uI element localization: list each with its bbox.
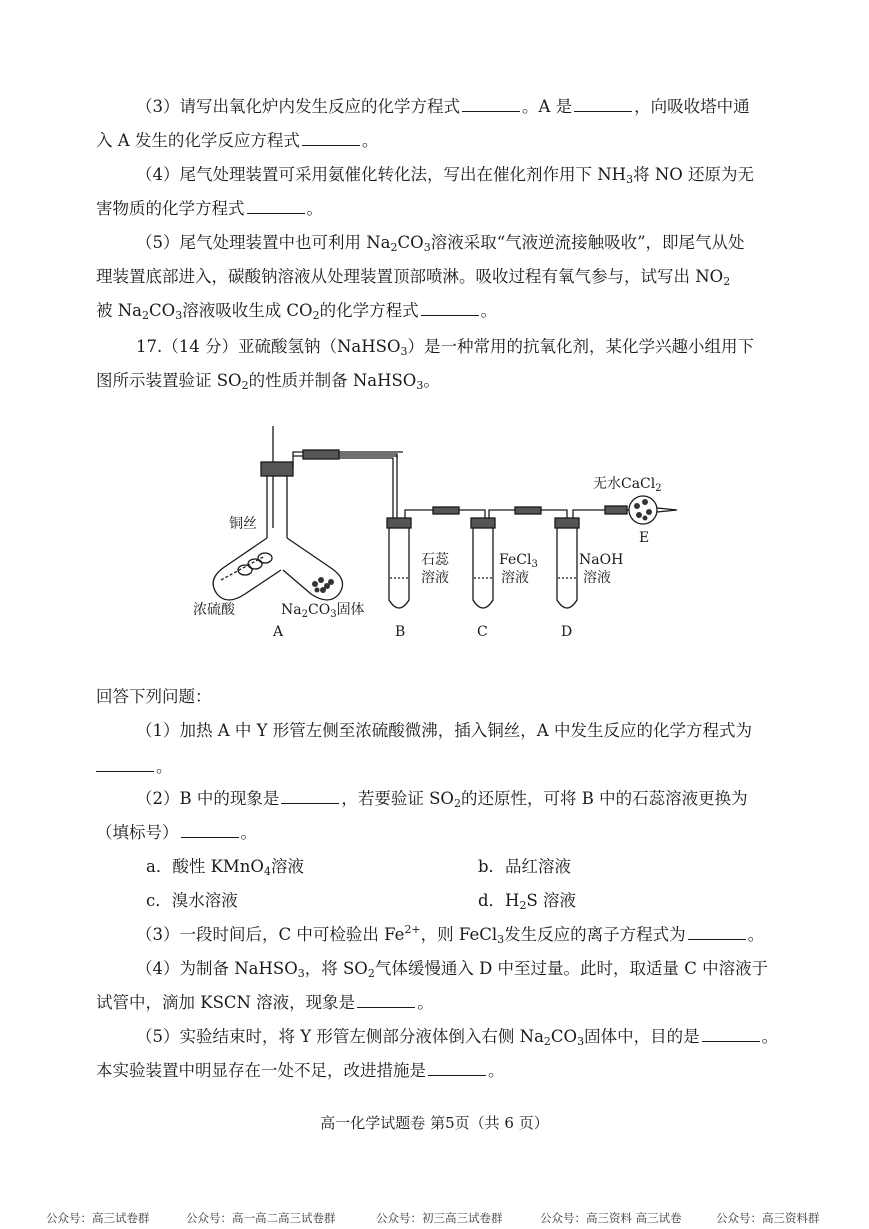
q17-part4-line1	[136, 958, 786, 980]
subscript: 4	[263, 865, 271, 878]
q16-part5-line1	[136, 232, 786, 254]
stopper-a	[261, 462, 293, 476]
q16-part3-line2	[96, 130, 786, 152]
text: （2）B 中的现象是	[136, 789, 280, 808]
option-a	[146, 856, 304, 878]
subscript: 3	[175, 309, 183, 322]
subscript: 3	[577, 1035, 585, 1048]
text: S 溶液	[526, 891, 577, 910]
text: 回答下列问题：	[96, 687, 212, 706]
text: 。	[306, 199, 323, 218]
watermark-4: 公众号：高三资料 高三试卷	[540, 1211, 682, 1225]
subscript: 2	[543, 1035, 551, 1048]
text: 17.（14 分）亚硫酸氢钠（NaHSO	[136, 337, 401, 356]
text: 理装置底部进入，碳酸钠溶液从处理装置顶部喷淋。吸收过程有氧气参与，试写出 NO	[96, 267, 724, 286]
option-c	[146, 890, 238, 912]
q16-part4-line2	[96, 198, 786, 220]
answer-blank[interactable]	[247, 199, 305, 214]
subscript: 3	[497, 933, 505, 946]
text: （3）一段时间后，C 中可检验出 Fe	[136, 925, 405, 944]
q17-part1-line1	[136, 720, 786, 742]
subscript: 2	[312, 309, 320, 322]
subscript: 3	[423, 241, 431, 254]
answer-blank[interactable]	[702, 1027, 760, 1042]
q17-part3-line1	[136, 924, 786, 946]
watermark-1: 公众号：高三试卷群	[46, 1211, 150, 1225]
text: d．H	[478, 891, 520, 910]
text: 将 NO 还原为无	[633, 165, 755, 184]
q17-part5-line2	[96, 1060, 786, 1082]
q17-part1-line2	[96, 756, 786, 778]
text: ）是一种常用的抗氧化剂，某化学兴趣小组用下	[407, 337, 754, 356]
subscript: 3	[626, 173, 634, 186]
label-e: E	[639, 530, 650, 546]
answer-blank[interactable]	[357, 993, 415, 1008]
label-cacl2: 无水CaCl$_2$	[593, 476, 662, 494]
subscript: 2	[142, 309, 150, 322]
q17-part4-line2	[96, 992, 786, 1014]
label-fecl3-solution: 溶液	[501, 570, 529, 586]
label-naoh: NaOH	[579, 552, 624, 568]
watermark-3: 公众号：初三高三试卷群	[376, 1211, 503, 1225]
label-litmus-2: 溶液	[421, 570, 449, 586]
text: （5）实验结束时，将 Y 形管左侧部分液体倒入右侧 Na	[136, 1027, 544, 1046]
text: 。	[480, 301, 498, 320]
subscript: 2	[453, 797, 461, 810]
label-d: D	[561, 624, 573, 640]
test-tube-c	[473, 528, 493, 608]
text: CO	[550, 1027, 578, 1046]
test-tube-d	[557, 528, 577, 608]
text: 的还原性，可将 B 中的石蕊溶液更换为	[460, 789, 748, 808]
answer-blank[interactable]	[181, 823, 239, 838]
q17-intro-line1	[136, 336, 786, 358]
label-b: B	[395, 624, 406, 640]
q16-part5-line2	[96, 266, 786, 288]
text: （填标号）	[96, 823, 179, 842]
text: 入 A 发生的化学反应方程式	[96, 131, 300, 150]
label-c: C	[477, 624, 488, 640]
answer-blank[interactable]	[421, 301, 479, 316]
q17-part2-line1	[136, 788, 786, 810]
stopper-b	[387, 518, 411, 528]
q17-intro-line2	[96, 370, 786, 392]
text: 被 Na	[96, 301, 143, 320]
text: CO	[397, 233, 424, 252]
label-na2co3-solid: $Na_2CO_3$固体	[281, 602, 365, 620]
answer-blank[interactable]	[428, 1061, 486, 1076]
watermark-2: 公众号：高一高二高三试卷群	[186, 1211, 336, 1225]
label-conc-acid: 浓硫酸	[193, 602, 235, 618]
text: 溶液采取“气液逆流接触吸收”，即尾气从处	[430, 233, 745, 252]
answer-blank[interactable]	[688, 925, 746, 940]
watermark-5: 公众号：高三资料群	[716, 1211, 820, 1225]
text: 的性质并制备 NaHSO	[248, 371, 417, 390]
subscript: 2	[241, 379, 249, 392]
test-tube-b	[389, 528, 409, 608]
text: （4）尾气处理装置可采用氨催化转化法，写出在催化剂作用下 NH	[136, 165, 627, 184]
text: （5）尾气处理装置中也可利用 Na	[136, 233, 391, 252]
text: 。	[156, 757, 173, 776]
label-fecl3: FeCl$_3$	[499, 552, 538, 570]
q17-part2-line2	[96, 822, 786, 844]
text: （3）请写出氧化炉内发生反应的化学方程式	[136, 97, 460, 116]
text: 固体中，目的是	[584, 1027, 700, 1046]
answer-prompt	[96, 686, 786, 708]
answer-blank[interactable]	[574, 97, 632, 112]
text: ，向吸收塔中通	[634, 97, 750, 116]
text: 。	[488, 1061, 505, 1080]
text: ，将 SO	[304, 959, 368, 978]
text: （1）加热 A 中 Y 形管左侧至浓硫酸微沸，插入铜丝，A 中发生反应的化学方程式为	[136, 721, 752, 740]
subscript: 3	[297, 967, 305, 980]
subscript: 2	[367, 967, 375, 980]
q16-part4-line1	[136, 164, 786, 186]
text: 气体缓慢通入 D 中至过量。此时，取适量 C 中溶液于	[374, 959, 769, 978]
q16-part3-line1	[136, 96, 786, 118]
label-litmus-1: 石蕊	[421, 552, 449, 568]
subscript: 2	[390, 241, 398, 254]
text: b．品红溶液	[478, 857, 572, 876]
option-b	[478, 856, 571, 878]
text: 。A 是	[522, 97, 573, 116]
text: 图所示装置验证 SO	[96, 371, 242, 390]
text: 。	[423, 371, 440, 390]
subscript: 2	[723, 275, 731, 288]
text: CO	[149, 301, 176, 320]
label-copper-wire: 铜丝	[229, 516, 257, 532]
apparatus-diagram	[185, 418, 685, 650]
subscript: 3	[416, 379, 424, 392]
subscript: 2	[519, 899, 527, 912]
text: c．溴水溶液	[146, 891, 238, 910]
page-footer: 高一化学试题卷 第5页（共 6 页）	[320, 1114, 549, 1132]
text: 害物质的化学方程式	[96, 199, 245, 218]
stopper-c	[471, 518, 495, 528]
text: 发生反应的离子方程式为	[504, 925, 686, 944]
text: （4）为制备 NaHSO	[136, 959, 298, 978]
text: 。	[417, 993, 434, 1012]
text: 本实验装置中明显存在一处不足，改进措施是	[96, 1061, 426, 1080]
q17-part5-line1	[136, 1026, 786, 1048]
text: a．酸性 KMnO	[146, 857, 264, 876]
answer-blank[interactable]	[281, 789, 339, 804]
rubber-joint-1	[303, 450, 339, 459]
label-a: A	[273, 624, 284, 640]
text: 溶液	[270, 857, 304, 876]
subscript: 3	[400, 345, 408, 358]
option-d	[478, 890, 576, 912]
label-naoh-solution: 溶液	[583, 570, 611, 586]
text: 试管中，滴加 KSCN 溶液，现象是	[96, 993, 356, 1012]
answer-blank[interactable]	[96, 757, 154, 772]
text: 溶液吸收生成 CO	[182, 301, 313, 320]
text: 。	[361, 131, 379, 150]
text: ，则 FeCl	[420, 925, 498, 944]
answer-blank[interactable]	[302, 131, 360, 146]
text: 。	[747, 925, 765, 944]
text: 的化学方程式	[319, 301, 419, 320]
superscript: 2+	[404, 923, 421, 936]
answer-blank[interactable]	[462, 97, 520, 112]
q16-part5-line3	[96, 300, 786, 322]
text: 。	[761, 1027, 779, 1046]
text: ，若要验证 SO	[341, 789, 454, 808]
text: 。	[240, 823, 257, 842]
stopper-d	[555, 518, 579, 528]
